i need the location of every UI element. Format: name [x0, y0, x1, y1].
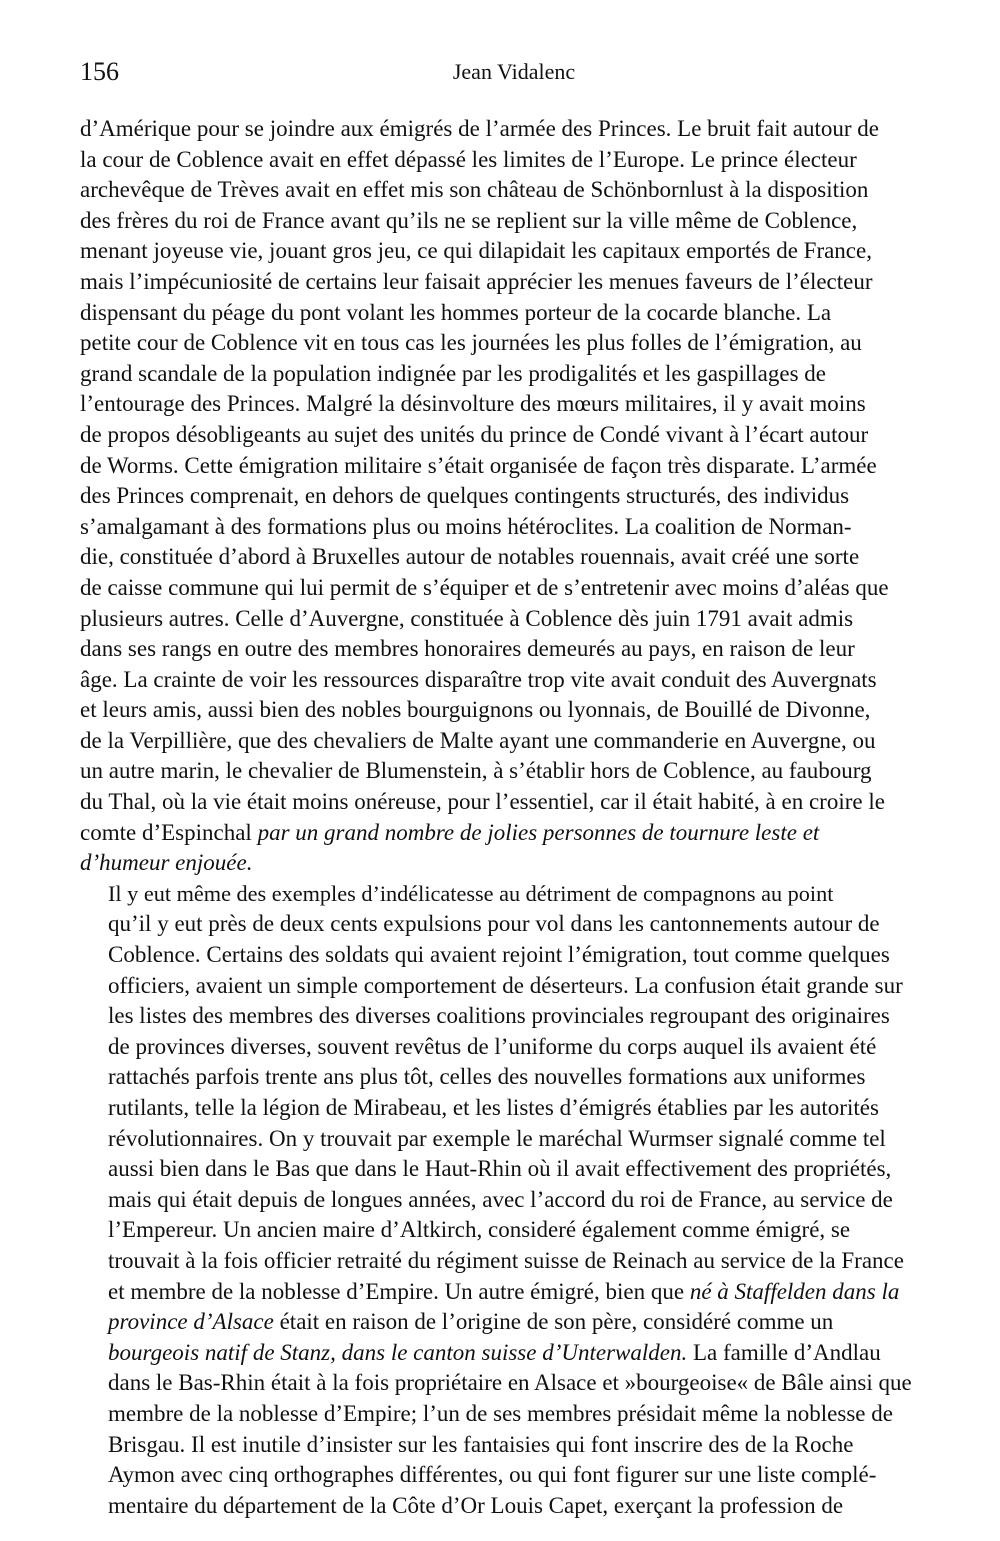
text-run: petite cour de Coblence vit en tous cas les journées les plus folles de l’émigration, au: [80, 330, 862, 356]
text-run: l’Empereur. Un ancien maire d’Altkirch, consideré également comme émigré, se: [108, 1217, 851, 1243]
text-line: [80, 1399, 948, 1430]
text-run: des Princes comprenait, en dehors de quelques contingents structurés, des individus: [80, 483, 850, 509]
text-line: [80, 1062, 948, 1093]
text-run: officiers, avaient un simple comportement de déserteurs. La confusion était grande sur: [108, 972, 903, 998]
text-run: mais qui était depuis de longues années, avec l’accord du roi de France, au service de: [108, 1186, 893, 1212]
text-run: dispensant du péage du pont volant les hommes porteur de la cocarde blanche. La: [80, 299, 832, 325]
text-line: [80, 512, 948, 543]
text-run: menant joyeuse vie, jouant gros jeu, ce qui dilapidait les capitaux emportés de France,: [80, 238, 872, 264]
text-line: [80, 451, 948, 482]
text-line: [80, 1001, 948, 1032]
text-run: mais l’impécuniosité de certains leur faisait apprécier les menues faveurs de l’électeur: [80, 268, 873, 294]
text-run: rattachés parfois trente ans plus tôt, celles des nouvelles formations aux uniformes: [108, 1064, 866, 1090]
text-line: [80, 145, 948, 176]
text-line: [80, 389, 948, 420]
text-run: die, constituée d’abord à Bruxelles autour de notables rouennais, avait créé une sorte: [80, 544, 860, 570]
text-line: [80, 1215, 948, 1246]
text-line: [80, 1460, 948, 1491]
italic-text: d’humeur enjouée.: [80, 850, 253, 876]
italic-text: né à Staffelden dans la: [689, 1278, 900, 1304]
text-line: [80, 879, 948, 910]
text-line: [80, 1277, 948, 1308]
text-line: [80, 604, 948, 635]
text-line: [80, 695, 948, 726]
text-run: rutilants, telle la légion de Mirabeau, et les listes d’émigrés établies par les autorités: [108, 1095, 879, 1120]
text-run: Brisgau. Il est inutile d’insister sur les fantaisies qui font inscrire des de la Roche: [108, 1431, 854, 1457]
text-line: [80, 1185, 948, 1216]
text-line: [80, 420, 948, 451]
text-run: de caisse commune qui lui permit de s’équiper et de s’entretenir avec moins d’aléas que: [80, 574, 889, 600]
running-head-author: Jean Vidalenc: [452, 59, 576, 84]
text-line: [80, 481, 948, 512]
text-run: révolutionnaires. On y trouvait par exemple le maréchal Wurmser signalé comme tel: [108, 1125, 886, 1151]
text-run: La famille d’Andlau: [687, 1339, 881, 1365]
text-run: membre de la noblesse d’Empire; l’un de ses membres présidait même la noblesse de: [108, 1400, 893, 1426]
text-line: [80, 1154, 948, 1185]
text-line: [80, 1093, 948, 1124]
text-run: comte d’Espinchal: [80, 819, 258, 845]
text-line: [80, 267, 948, 298]
text-line: [80, 328, 948, 359]
text-line: [80, 1124, 948, 1155]
text-line: [80, 634, 948, 665]
text-run: du Thal, où la vie était moins onéreuse, pour l’essentiel, car il était habité, à en croire le: [80, 789, 885, 815]
text-run: plusieurs autres. Celle d’Auvergne, constituée à Coblence dès juin 1791 avait admis: [80, 605, 854, 631]
text-line: [80, 573, 948, 604]
text-line: [80, 359, 948, 390]
text-line: [80, 114, 948, 145]
paragraph: [80, 879, 948, 1521]
text-run: dans le Bas-Rhin était à la fois propriétaire en Alsace et »bourgeoise« de Bâle ainsi que: [108, 1370, 912, 1396]
text-line: [80, 206, 948, 237]
text-run: les listes des membres des diverses coalitions provinciales regroupant des originaires: [108, 1003, 890, 1029]
text-run: de propos désobligeants au sujet des unités du prince de Condé vivant à l’écart autour: [80, 421, 869, 447]
italic-text: province d’Alsace: [108, 1309, 274, 1335]
text-run: mentaire du département de la Côte d’Or Louis Capet, exerçant la profession de: [108, 1492, 844, 1518]
text-line: [80, 909, 948, 940]
text-line: [80, 1338, 948, 1369]
text-run: grand scandale de la population indignée par les prodigalités et les gaspillages de: [80, 360, 826, 386]
text-line: [80, 848, 948, 879]
italic-text: par un grand nombre de jolies personnes de tournure leste et: [257, 819, 820, 845]
text-run: d’Amérique pour se joindre aux émigrés de l’armée des Princes. Le bruit fait autour de: [80, 116, 879, 141]
text-run: âge. La crainte de voir les ressources disparaître trop vite avait conduit des Auvergnats: [80, 666, 877, 692]
text-run: s’amalgamant à des formations plus ou moins hétéroclites. La coalition de Norman-: [80, 513, 852, 539]
italic-text: bourgeois natif de Stanz, dans le canton suisse d’Unterwalden.: [108, 1339, 688, 1365]
text-line: [80, 1430, 948, 1461]
text-run: et membre de la noblesse d’Empire. Un autre émigré, bien que: [108, 1278, 690, 1304]
text-line: [80, 726, 948, 757]
text-run: Aymon avec cinq orthographes différentes, ou qui font figurer sur une liste complé-: [108, 1462, 877, 1488]
text-run: l’entourage des Princes. Malgré la désinvolture des mœurs militaires, il y avait moins: [80, 391, 866, 417]
text-line: [80, 1246, 948, 1277]
text-run: archevêque de Trèves avait en effet mis son château de Schönbornlust à la disposition: [80, 177, 869, 203]
text-line: [80, 940, 948, 971]
text-line: [80, 1032, 948, 1063]
text-run: était en raison de l’origine de son père, considéré comme un: [273, 1309, 834, 1335]
text-line: [80, 298, 948, 329]
text-run: un autre marin, le chevalier de Blumenstein, à s’établir hors de Coblence, au faubourg: [80, 758, 872, 784]
text-line: [80, 1491, 948, 1522]
text-run: la cour de Coblence avait en effet dépassé les limites de l’Europe. Le prince électeur: [80, 146, 857, 172]
page-number: 156: [80, 57, 119, 86]
text-run: de provinces diverses, souvent revêtus de l’uniforme du corps auquel ils avaient été: [108, 1033, 877, 1059]
text-run: Il y eut même des exemples d’indélicatesse au détriment de compagnons au point: [108, 880, 834, 906]
paragraph: [80, 114, 948, 879]
text-run: dans ses rangs en outre des membres honoraires demeurés au pays, en raison de leur: [80, 636, 855, 662]
text-line: [80, 818, 948, 849]
text-line: [80, 236, 948, 267]
text-run: qu’il y eut près de deux cents expulsions pour vol dans les cantonnements autour de: [108, 911, 880, 937]
text-run: de Worms. Cette émigration militaire s’était organisée de façon très disparate. L’armée: [80, 452, 877, 478]
text-line: [80, 971, 948, 1002]
text-line: [80, 787, 948, 818]
text-line: [80, 542, 948, 573]
text-line: [80, 1307, 948, 1338]
text-run: des frères du roi de France avant qu’ils ne se replient sur la ville même de Coblence,: [80, 207, 858, 233]
running-head: [80, 52, 948, 92]
text-run: Coblence. Certains des soldats qui avaient rejoint l’émigration, tout comme quelques: [108, 942, 890, 968]
text-run: trouvait à la fois officier retraité du régiment suisse de Reinach au service de la France: [108, 1247, 904, 1273]
text-line: [80, 175, 948, 206]
text-run: de la Verpillière, que des chevaliers de Malte ayant une commanderie en Auvergne, ou: [80, 727, 876, 753]
text-line: [80, 665, 948, 696]
text-line: [80, 1368, 948, 1399]
text-run: aussi bien dans le Bas que dans le Haut-Rhin où il avait effectivement des propriétés,: [108, 1156, 892, 1182]
text-line: [80, 756, 948, 787]
text-run: et leurs amis, aussi bien des nobles bourguignons ou lyonnais, de Bouillé de Divonne,: [80, 697, 871, 723]
body-text: [80, 114, 948, 1521]
